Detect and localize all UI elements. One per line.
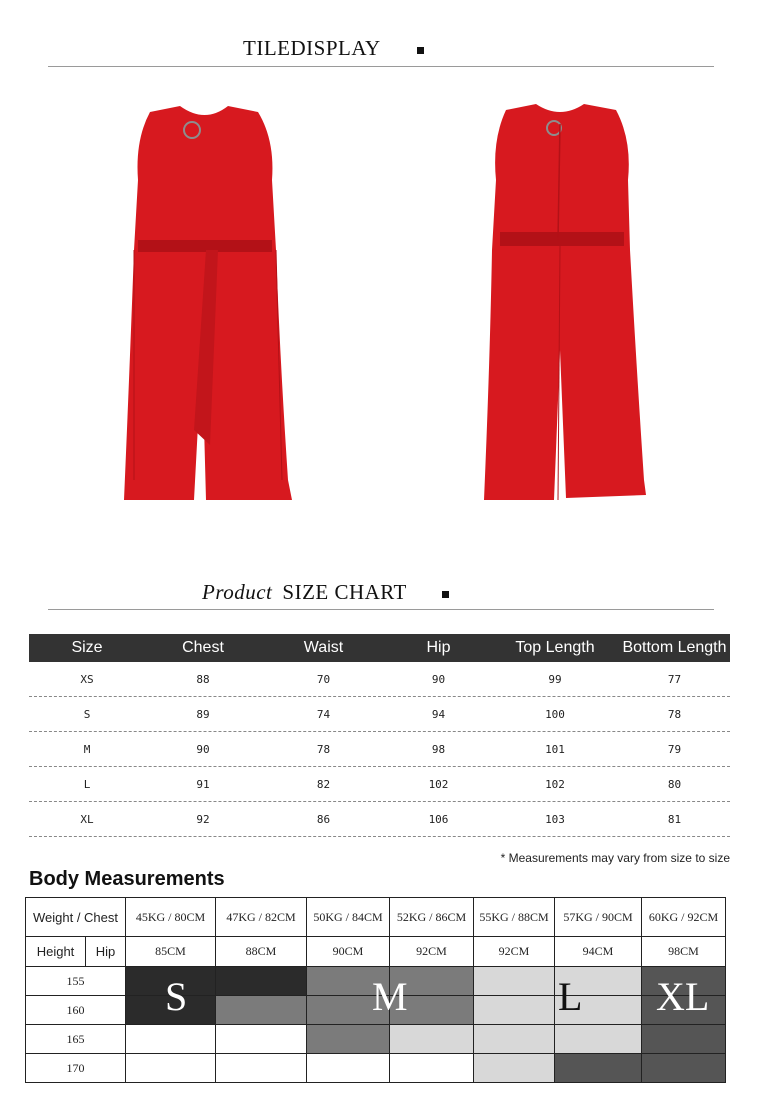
hip-cell: 88CM bbox=[216, 937, 307, 967]
size-block-xl bbox=[642, 967, 726, 996]
col-header-chest: Chest bbox=[182, 639, 224, 656]
size-letter-xl: XL bbox=[656, 974, 710, 1019]
table-row bbox=[29, 662, 730, 697]
size-chart-title bbox=[202, 580, 407, 605]
cell-bottom-length: 79 bbox=[667, 742, 682, 756]
col-header-top-length: Top Length bbox=[515, 639, 595, 656]
hip-cell: 94CM bbox=[555, 937, 642, 967]
hip-cell: 90CM bbox=[307, 937, 390, 967]
size-chart-title-main: SIZE CHART bbox=[282, 580, 407, 604]
table-row bbox=[29, 697, 730, 732]
divider bbox=[48, 66, 714, 67]
size-chart-table bbox=[29, 634, 730, 837]
size-block-xl bbox=[642, 1054, 726, 1083]
cell-chest: 92 bbox=[196, 812, 210, 826]
hip-cell: 98CM bbox=[642, 937, 726, 967]
cell-top-length: 99 bbox=[548, 672, 562, 686]
cell-top-length: 100 bbox=[545, 707, 565, 721]
size-block-m bbox=[307, 996, 390, 1025]
size-block-s bbox=[216, 967, 307, 996]
height-row bbox=[26, 996, 726, 1025]
product-photo-back bbox=[470, 100, 650, 505]
weight-chest-cell: 55KG / 88CM bbox=[474, 898, 555, 937]
size-block-s bbox=[126, 967, 216, 996]
empty-cell bbox=[126, 1025, 216, 1054]
cell-waist: 74 bbox=[316, 707, 331, 721]
empty-cell bbox=[216, 1025, 307, 1054]
cell-hip: 90 bbox=[431, 672, 446, 686]
height-cell: 160 bbox=[26, 996, 126, 1025]
size-block-xl bbox=[642, 1025, 726, 1054]
size-block-l bbox=[474, 1025, 555, 1054]
cell-chest: 90 bbox=[196, 742, 210, 756]
size-block-l bbox=[555, 1025, 642, 1054]
size-letter-s: S bbox=[165, 974, 188, 1019]
divider bbox=[48, 609, 714, 610]
hip-cell: 92CM bbox=[474, 937, 555, 967]
cell-chest: 88 bbox=[196, 672, 210, 686]
hip-cell: 85CM bbox=[126, 937, 216, 967]
col-header-bottom-length: Bottom Length bbox=[622, 639, 727, 656]
height-row bbox=[26, 1025, 726, 1054]
size-block-l bbox=[555, 967, 642, 996]
cell-hip: 106 bbox=[428, 812, 449, 826]
size-block-m bbox=[390, 996, 474, 1025]
height-cell: 165 bbox=[26, 1025, 126, 1054]
hip-label: Hip bbox=[86, 937, 126, 967]
cell-hip: 102 bbox=[428, 777, 449, 791]
weight-chest-cell: 45KG / 80CM bbox=[126, 898, 216, 937]
empty-cell bbox=[126, 1054, 216, 1083]
weight-chest-cell: 47KG / 82CM bbox=[216, 898, 307, 937]
weight-chest-cell: 57KG / 90CM bbox=[555, 898, 642, 937]
size-letter-l: L bbox=[558, 974, 583, 1019]
height-row bbox=[26, 967, 726, 996]
cell-waist: 82 bbox=[316, 777, 331, 791]
size-chart-header-row bbox=[29, 634, 730, 662]
weight-chest-row bbox=[26, 898, 726, 937]
cell-size: L bbox=[83, 777, 91, 791]
size-block-xl bbox=[555, 1054, 642, 1083]
height-label: Height bbox=[26, 937, 86, 967]
size-block-l bbox=[390, 1025, 474, 1054]
cell-size: XS bbox=[80, 672, 94, 686]
col-header-hip: Hip bbox=[426, 639, 451, 656]
cell-size: S bbox=[83, 707, 91, 721]
body-measurements-table bbox=[25, 897, 726, 1083]
col-header-waist: Waist bbox=[303, 639, 344, 656]
weight-chest-cell: 52KG / 86CM bbox=[390, 898, 474, 937]
size-block-m bbox=[216, 996, 307, 1025]
square-bullet-icon bbox=[417, 47, 424, 54]
cell-top-length: 101 bbox=[545, 742, 565, 756]
weight-chest-label: Weight / Chest bbox=[26, 898, 126, 937]
weight-chest-cell: 60KG / 92CM bbox=[642, 898, 726, 937]
size-block-l bbox=[474, 967, 555, 996]
size-block-l bbox=[474, 996, 555, 1025]
tiledisplay-title: TILEDISPLAY bbox=[243, 36, 381, 60]
weight-chest-cell: 50KG / 84CM bbox=[307, 898, 390, 937]
product-photo-front bbox=[110, 100, 300, 505]
cell-bottom-length: 78 bbox=[667, 707, 682, 721]
cell-size: XL bbox=[80, 812, 94, 826]
cell-bottom-length: 81 bbox=[667, 812, 682, 826]
height-cell: 170 bbox=[26, 1054, 126, 1083]
cell-hip: 98 bbox=[431, 742, 446, 756]
cell-size: M bbox=[83, 742, 91, 756]
empty-cell bbox=[216, 1054, 307, 1083]
size-chart-title-italic: Product bbox=[202, 580, 273, 604]
table-row bbox=[29, 732, 730, 767]
cell-waist: 78 bbox=[316, 742, 331, 756]
hip-cell: 92CM bbox=[390, 937, 474, 967]
cell-top-length: 102 bbox=[545, 777, 565, 791]
body-measurements-title: Body Measurements bbox=[29, 868, 225, 890]
size-block-xl bbox=[642, 996, 726, 1025]
cell-waist: 86 bbox=[316, 812, 331, 826]
cell-hip: 94 bbox=[431, 707, 446, 721]
size-block-l bbox=[474, 1054, 555, 1083]
empty-cell bbox=[307, 1054, 390, 1083]
cell-waist: 70 bbox=[316, 672, 331, 686]
size-block-m bbox=[390, 967, 474, 996]
height-row bbox=[26, 1054, 726, 1083]
height-cell: 155 bbox=[26, 967, 126, 996]
cell-bottom-length: 77 bbox=[667, 672, 682, 686]
hip-row bbox=[26, 937, 726, 967]
empty-cell bbox=[390, 1054, 474, 1083]
size-letter-m: M bbox=[372, 974, 408, 1019]
col-header-size: Size bbox=[71, 639, 103, 656]
size-block-m bbox=[307, 1025, 390, 1054]
cell-top-length: 103 bbox=[545, 812, 565, 826]
size-block-s bbox=[126, 996, 216, 1025]
cell-bottom-length: 80 bbox=[667, 777, 682, 791]
cell-chest: 89 bbox=[196, 707, 210, 721]
size-block-m bbox=[307, 967, 390, 996]
size-block-l bbox=[555, 996, 642, 1025]
table-row bbox=[29, 767, 730, 802]
measurement-note: * Measurements may vary from size to size bbox=[500, 851, 730, 865]
table-row bbox=[29, 802, 730, 837]
cell-chest: 91 bbox=[196, 777, 210, 791]
square-bullet-icon bbox=[442, 591, 449, 598]
